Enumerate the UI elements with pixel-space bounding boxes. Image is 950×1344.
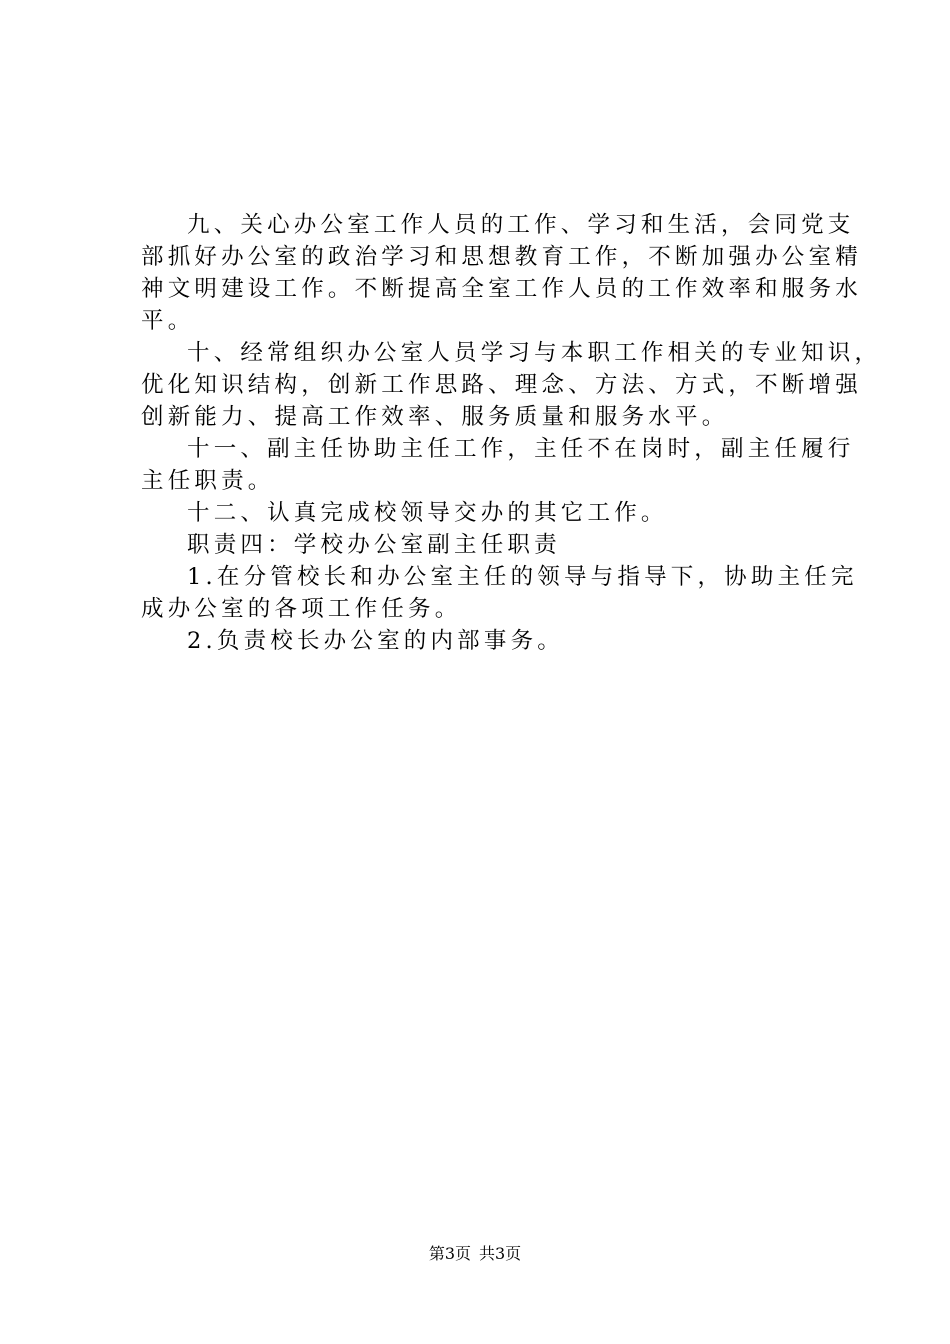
paragraph-10-line-1: 十、经常组织办公室人员学习与本职工作相关的专业知识， — [187, 340, 882, 366]
paragraph-10-line-3: 创新能力、提高工作效率、服务质量和服务水平。 — [141, 404, 729, 430]
document-body — [141, 209, 882, 657]
section-heading: 职责四：学校办公室副主任职责 — [187, 532, 561, 558]
paragraph-9-line-1: 九、关心办公室工作人员的工作、学习和生活，会同党支 — [187, 212, 855, 238]
paragraph-11-line-1: 十一、副主任协助主任工作，主任不在岗时，副主任履行 — [187, 436, 855, 462]
paragraph-9-line-4: 平。 — [141, 308, 195, 334]
paragraph-9-line-2: 部抓好办公室的政治学习和思想教育工作，不断加强办公室精 — [141, 244, 862, 270]
paragraph-10-line-2: 优化知识结构，创新工作思路、理念、方法、方式，不断增强 — [141, 372, 862, 398]
paragraph-12: 十二、认真完成校领导交办的其它工作。 — [187, 500, 668, 526]
item-1-line-2: 成办公室的各项工作任务。 — [141, 596, 462, 622]
item-2: 2.负责校长办公室的内部事务。 — [187, 628, 564, 654]
page-number: 第3页 — [428, 1244, 471, 1263]
page-footer — [0, 1243, 950, 1265]
paragraph-9-line-3: 神文明建设工作。不断提高全室工作人员的工作效率和服务水 — [141, 276, 862, 302]
page-total: 共3页 — [479, 1244, 522, 1263]
item-1-line-1: 1.在分管校长和办公室主任的领导与指导下，协助主任完 — [187, 564, 858, 590]
paragraph-11-line-2: 主任职责。 — [141, 468, 275, 494]
